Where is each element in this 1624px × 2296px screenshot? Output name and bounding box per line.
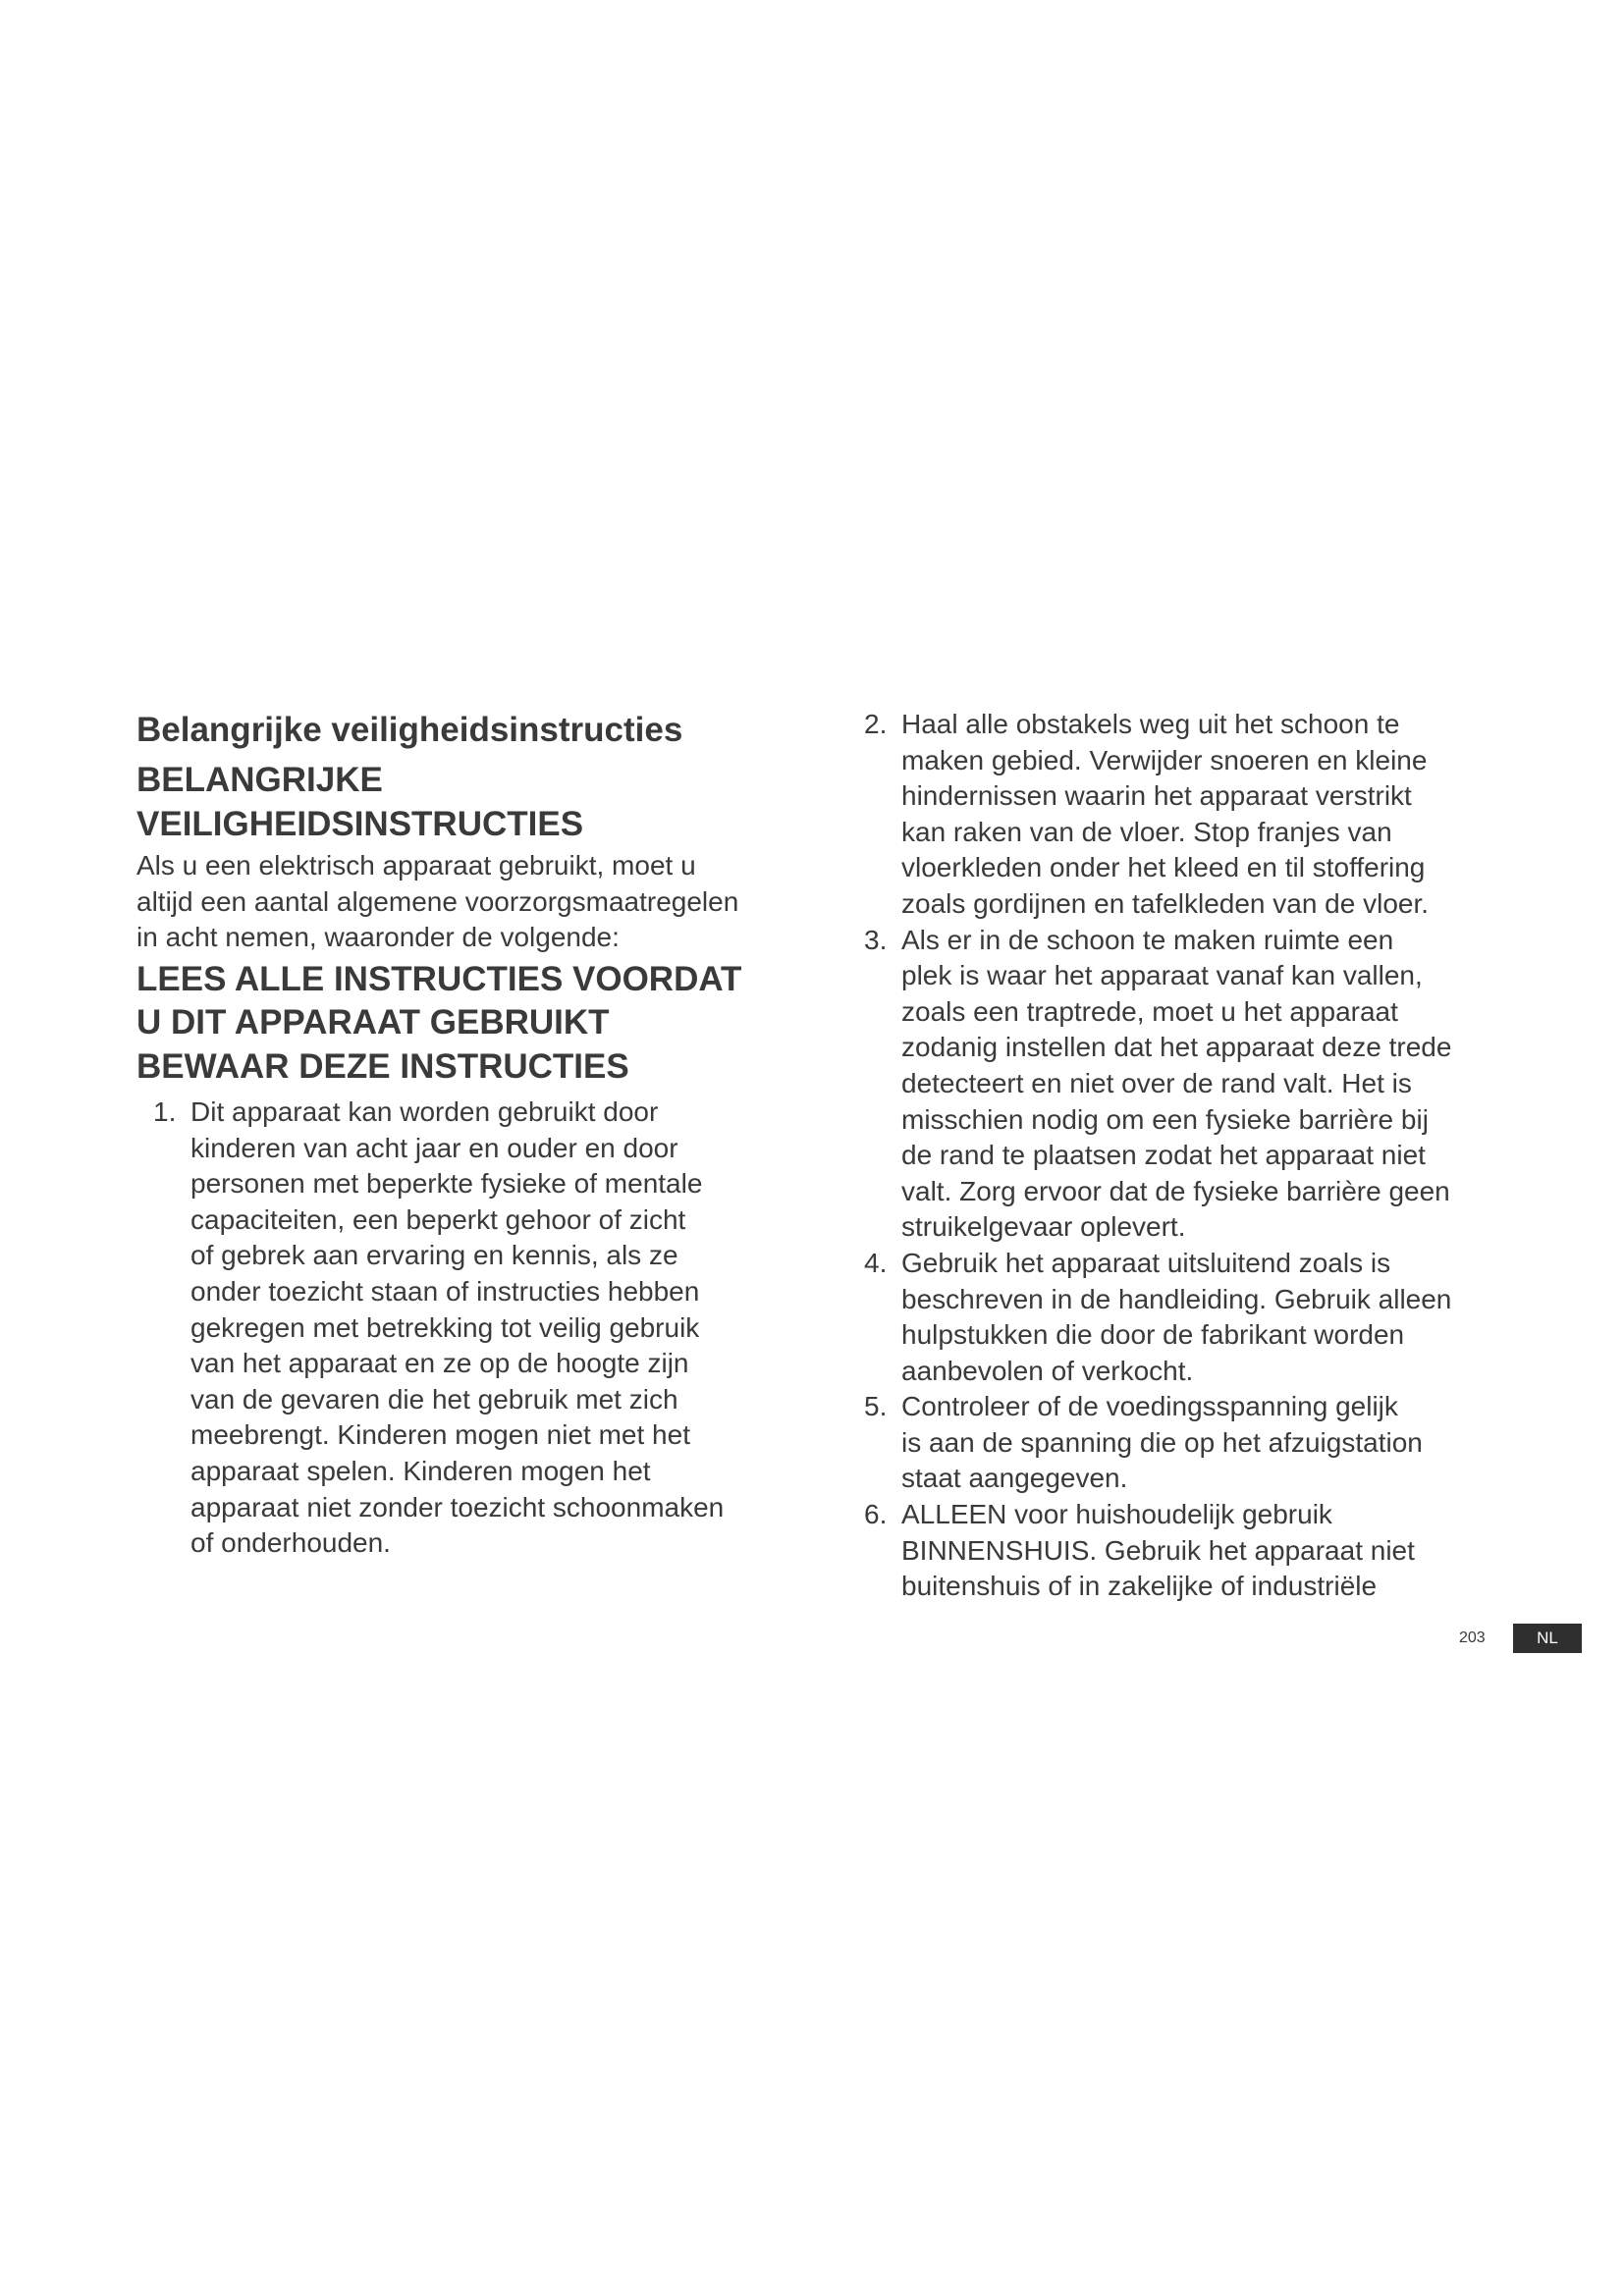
item-line: staat aangegeven. — [901, 1463, 1128, 1494]
item-line: of gebrek aan ervaring en kennis, als ze — [190, 1240, 678, 1271]
item-line: apparaat spelen. Kinderen mogen het — [190, 1455, 651, 1486]
item-line: zoals een traptrede, moet u het apparaat — [901, 995, 1398, 1027]
item-line: hulpstukken die door de fabrikant worden — [901, 1319, 1405, 1351]
item-line: Als er in de schoon te maken ruimte een — [901, 924, 1394, 955]
list-item — [864, 1497, 1517, 1605]
item-line: maken gebied. Verwijder snoeren en kleine — [901, 744, 1428, 775]
list-item — [864, 1246, 1517, 1389]
list-item — [864, 1389, 1517, 1497]
item-number: 4. — [864, 1247, 888, 1278]
read-instructions-heading — [136, 958, 804, 1090]
item-line: Gebruik het apparaat uitsluitend zoals is — [901, 1247, 1391, 1278]
item-line: van de gevaren die het gebruik met zich — [190, 1383, 678, 1415]
item-line: apparaat niet zonder toezicht schoonmaken — [190, 1491, 725, 1522]
list-item — [864, 707, 1517, 923]
item-line: misschien nodig om een fysieke barrière bij — [901, 1103, 1429, 1135]
item-line: Controleer of de voedingsspanning gelijk — [901, 1391, 1398, 1422]
intro-line: in acht nemen, waaronder de volgende: — [136, 922, 620, 952]
heading-line: LEES ALLE INSTRUCTIES VOORDAT — [136, 959, 742, 998]
item-line: is aan de spanning die op het afzuigstation — [901, 1426, 1423, 1458]
item-line: plek is waar het apparaat vanaf kan vallen, — [901, 960, 1423, 991]
item-line: capaciteiten, een beperkt gehoor of zicht — [190, 1203, 686, 1235]
heading-line: BEWAAR DEZE INSTRUCTIES — [136, 1046, 629, 1086]
heading-line: U DIT APPARAAT GEBRUIKT — [136, 1003, 610, 1041]
item-line: Dit apparaat kan worden gebruikt door — [190, 1096, 659, 1127]
item-line: detecteert en niet over de rand valt. Het is — [901, 1067, 1412, 1098]
item-line: ALLEEN voor huishoudelijk gebruik — [901, 1499, 1332, 1530]
item-line: beschreven in de handleiding. Gebruik alleen — [901, 1283, 1452, 1314]
item-line: gekregen met betrekking tot veilig gebruik — [190, 1311, 700, 1343]
page-number: 203 — [1459, 1629, 1486, 1646]
item-line: of onderhouden. — [190, 1527, 391, 1559]
intro-line: Als u een elektrisch apparaat gebruikt, moet u — [136, 850, 696, 881]
item-line: hindernissen waarin het apparaat verstrikt — [901, 780, 1412, 812]
item-number: 3. — [864, 924, 888, 955]
list-item — [153, 1095, 804, 1562]
item-line: valt. Zorg ervoor dat de fysieke barrière geen — [901, 1175, 1450, 1206]
item-line: personen met beperkte fysieke of mentale — [190, 1168, 703, 1200]
item-line: kan raken van de vloer. Stop franjes van — [901, 816, 1392, 847]
item-line: de rand te plaatsen zodat het apparaat niet — [901, 1140, 1426, 1171]
section-title: Belangrijke veiligheidsinstructies — [136, 711, 683, 749]
item-number: 2. — [864, 709, 888, 739]
item-number: 1. — [153, 1096, 177, 1127]
item-line: struikelgevaar oplevert. — [901, 1211, 1186, 1243]
item-line: onder toezicht staan of instructies hebben — [190, 1275, 700, 1307]
item-number: 5. — [864, 1391, 888, 1422]
item-line: kinderen van acht jaar en ouder en door — [190, 1132, 678, 1163]
heading-line: BELANGRIJKE — [136, 761, 383, 799]
heading-line: VEILIGHEIDSINSTRUCTIES — [136, 805, 584, 843]
item-line: vloerkleden onder het kleed en til stoffering — [901, 852, 1426, 883]
instruction-list-right — [864, 707, 1517, 1605]
item-line: BINNENSHUIS. Gebruik het apparaat niet — [901, 1534, 1415, 1566]
item-line: zoals gordijnen en tafelkleden van de vloer. — [901, 887, 1430, 919]
intro-paragraph — [136, 848, 804, 956]
item-line: Haal alle obstakels weg uit het schoon te — [901, 709, 1400, 739]
instruction-list-left — [136, 1095, 804, 1562]
item-line: buitenshuis of in zakelijke of industriële — [901, 1571, 1378, 1602]
language-badge: NL — [1513, 1624, 1582, 1653]
item-line: aanbevolen of verkocht. — [901, 1355, 1194, 1386]
right-column — [864, 707, 1517, 1605]
left-column — [136, 707, 804, 1562]
item-line: meebrengt. Kinderen mogen niet met het — [190, 1419, 690, 1451]
list-item — [864, 923, 1517, 1246]
item-line: zodanig instellen dat het apparaat deze trede — [901, 1032, 1452, 1063]
item-line: van het apparaat en ze op de hoogte zijn — [190, 1348, 689, 1379]
important-safety-heading — [136, 758, 804, 846]
intro-line: altijd een aantal algemene voorzorgsmaatregelen — [136, 885, 739, 917]
item-number: 6. — [864, 1499, 888, 1530]
